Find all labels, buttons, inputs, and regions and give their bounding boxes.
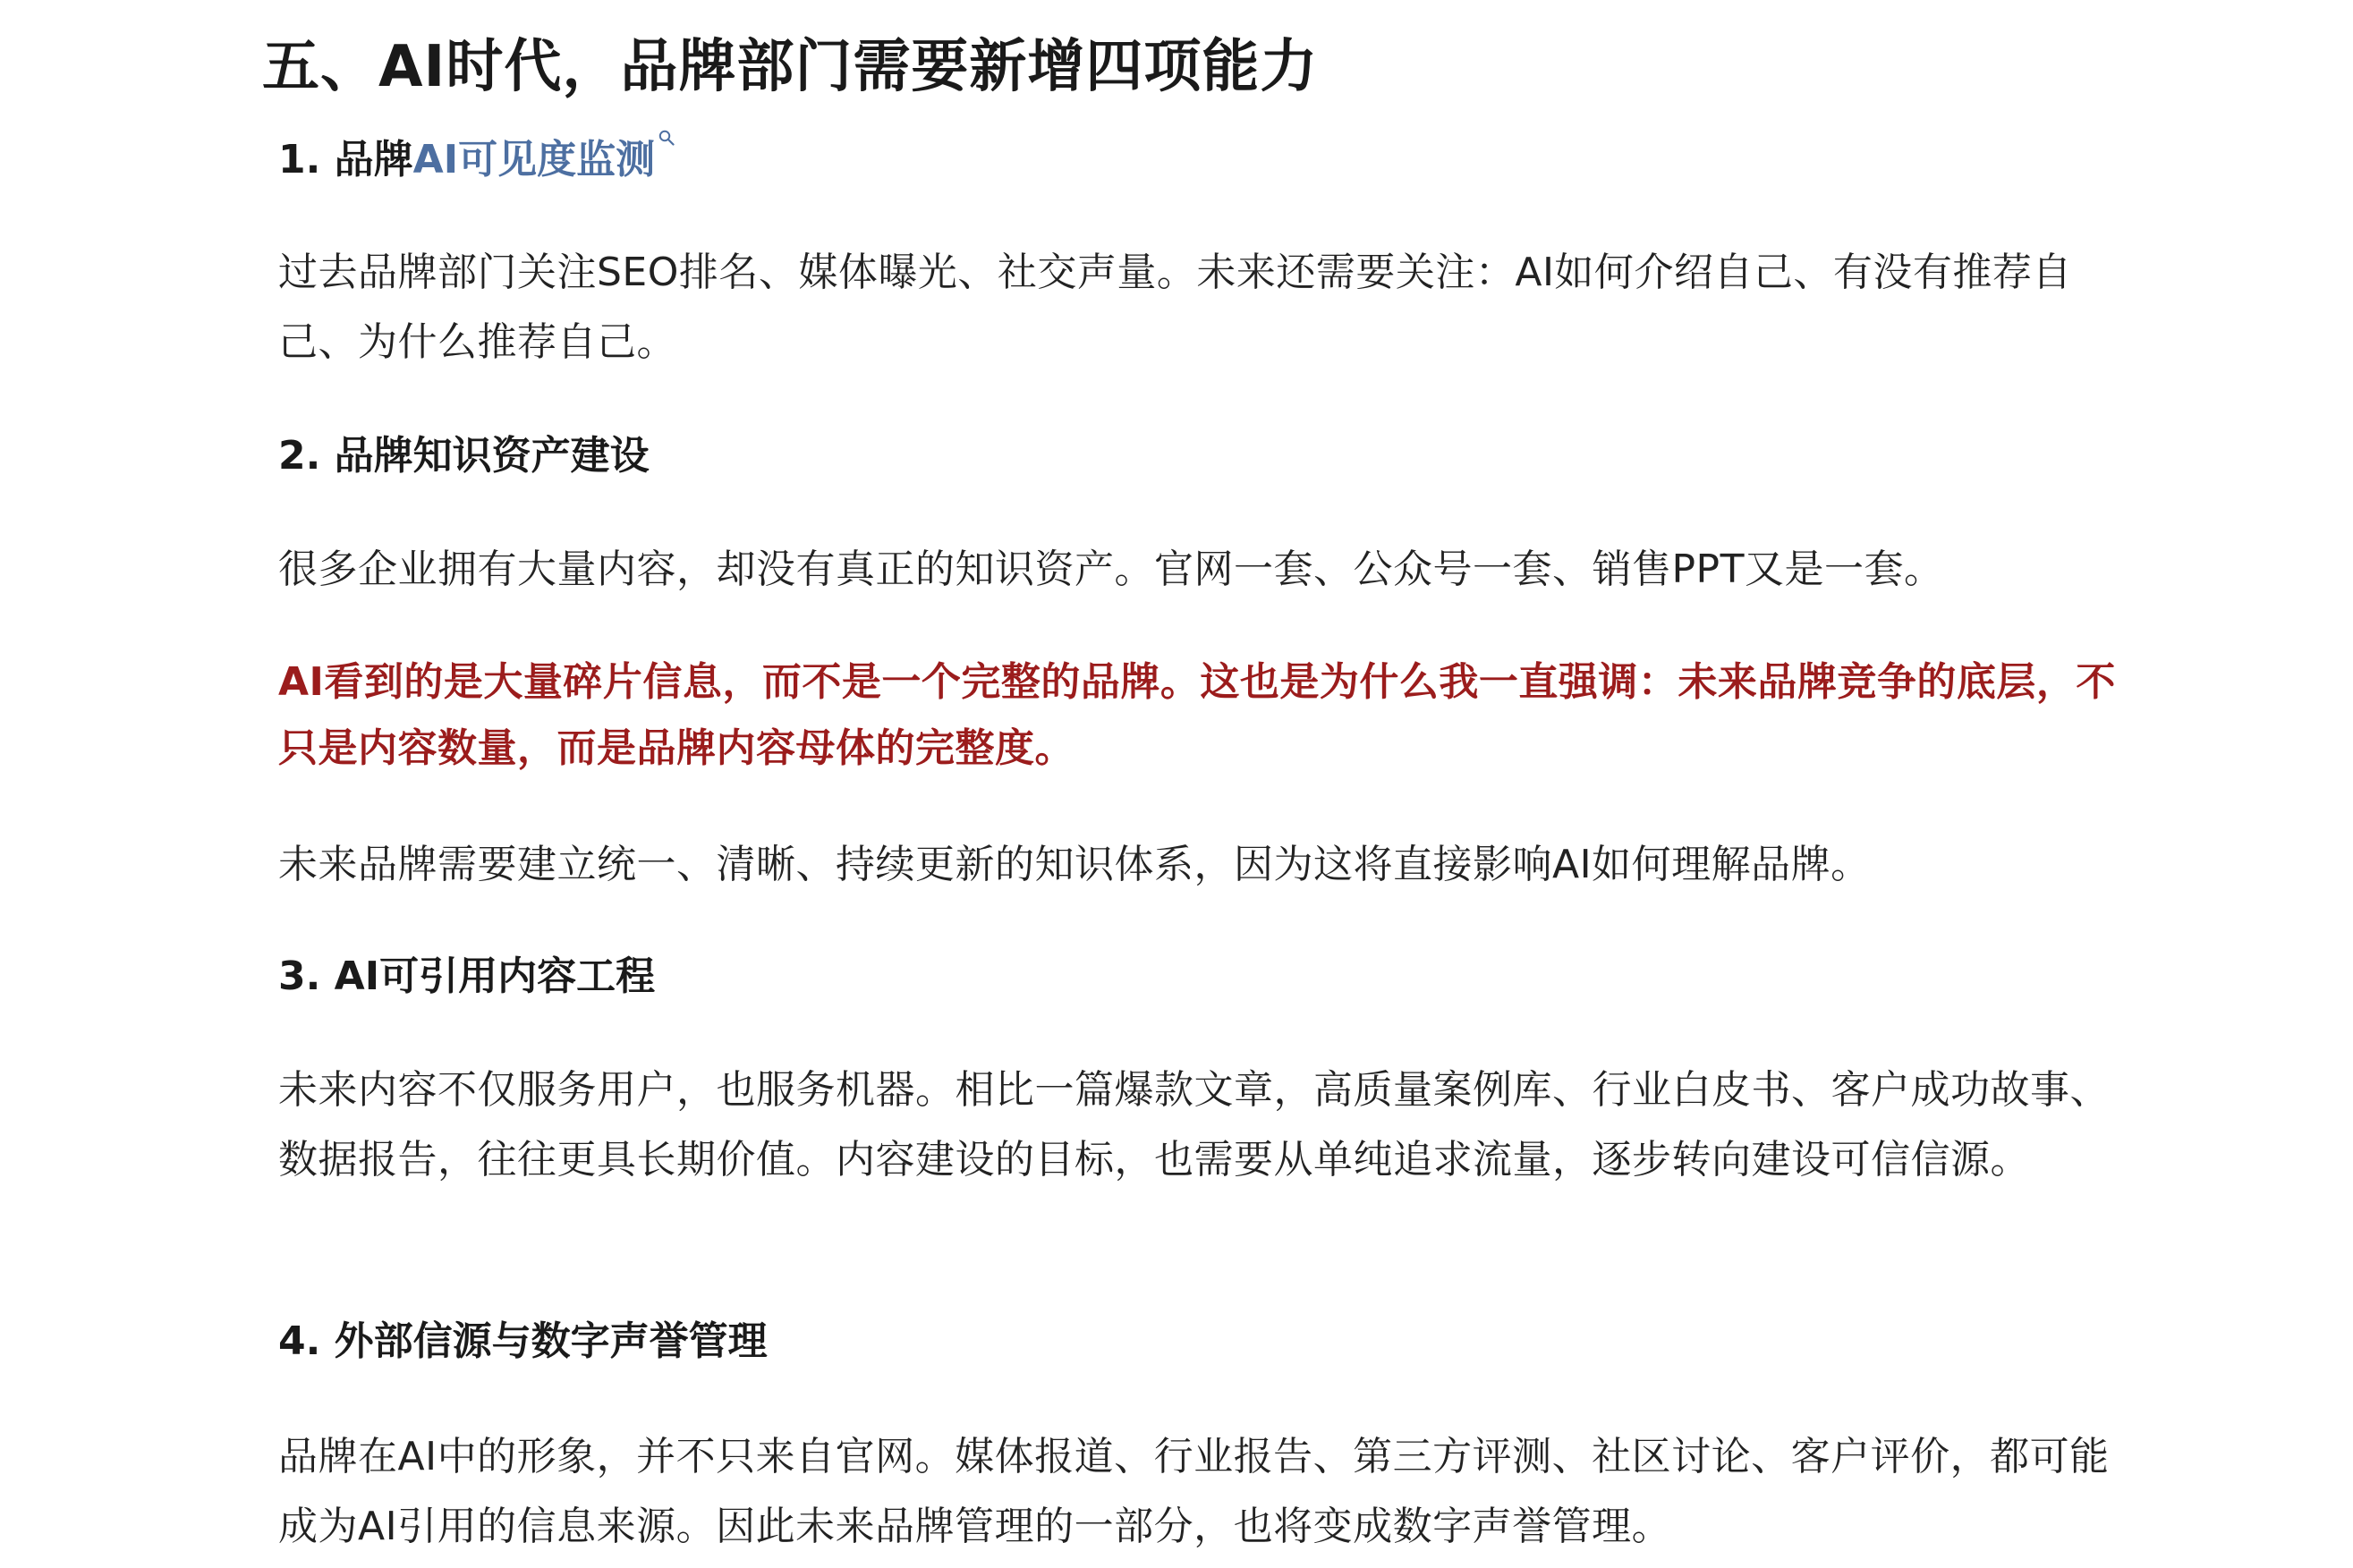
paragraph: 未来内容不仅服务用户，也服务机器。相比一篇爆款文章，高质量案例库、行业白皮书、客户成功故事、数据报告，往往更具长期价值。内容建设的目标，也需要从单纯追求流量，逐步转向建设可信信源。 bbox=[278, 1067, 2110, 1182]
ai-visibility-link[interactable]: AI可见度监测 bbox=[412, 137, 656, 182]
emphasis-paragraph: AI看到的是大量碎片信息，而不是一个完整的品牌。这也是为什么我一直强调：未来品牌竞争的底层，不只是内容数量，而是品牌内容母体的完整度。 bbox=[278, 659, 2116, 771]
paragraph: 很多企业拥有大量内容，却没有真正的知识资产。官网一套、公众号一套、销售PPT又是一套。 bbox=[278, 547, 1944, 592]
section-heading-3: 3. AI可引用内容工程 bbox=[278, 954, 656, 999]
paragraph: 品牌在AI中的形象，并不只来自官网。媒体报道、行业报告、第三方评测、社区讨论、客户评价，都可能成为AI引用的信息来源。因此未来品牌管理的一部分，也将变成数字声誉管理。 bbox=[278, 1434, 2110, 1549]
section-heading-4: 4. 外部信源与数字声誉管理 bbox=[278, 1318, 768, 1364]
paragraph: 过去品牌部门关注SEO排名、媒体曝光、社交声量。未来还需要关注：AI如何介绍自己、有没有推荐自己、为什么推荐自己。 bbox=[278, 250, 2072, 365]
paragraph: 未来品牌需要建立统一、清晰、持续更新的知识体系，因为这将直接影响AI如何理解品牌。 bbox=[278, 842, 1871, 887]
page-title: 五、AI时代，品牌部门需要新增四项能力 bbox=[262, 34, 1319, 100]
section-heading-prefix: 1. 品牌 bbox=[278, 137, 413, 182]
section-heading-1 bbox=[278, 130, 675, 187]
section-heading-2: 2. 品牌知识资产建设 bbox=[278, 433, 650, 479]
search-icon[interactable] bbox=[658, 130, 675, 146]
